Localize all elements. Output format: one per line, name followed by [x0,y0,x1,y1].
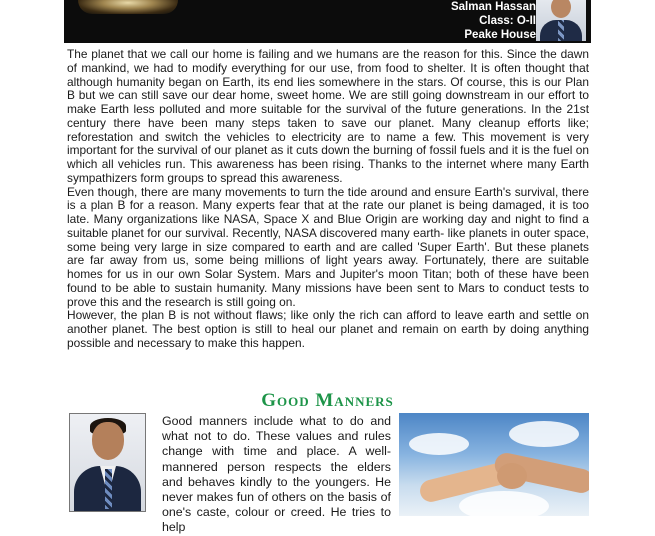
handshake-photo [399,413,589,516]
student-photo-head [92,422,124,460]
author-photo-tie [558,20,564,41]
article-paragraph-3: However, the plan B is not without flaws; like only the rich can afford to leave earth and settle on another planet. The best option is still to heal our planet and remain on earth by doing anything possible and necessary to make this happen. [67,308,589,350]
student-photo [69,413,146,512]
photo-cloud [459,491,549,516]
photo-cloud [509,421,579,447]
header-artwork [78,0,178,14]
manners-text [162,414,391,536]
article-paragraph-1: The planet that we call our home is failing and we humans are the reason for this. Since the dawn of mankind, we had to modify everything for our use, from food to shelter. It is often thought that although humanity began on Earth, its end lies somewhere in the stars. Of course, this is our Plan B but we can still save our dear home, sweet home. We are still going downstream in our effort to make Earth less polluted and more suitable for the survival of the future generations. In the 21st century there have been many steps taken to save our planet. Many cleanup efforts like; reforestation and switch the vehicles to electricity are to name a few. This movement is very important for the survival of our planet as it cuts down the burning of fossil fuels and it is the fuel on which all vehicles run. This awareness has been rising. Thanks to the internet where many Earth sympathizers form groups to spread this awareness. [67,47,589,185]
article-paragraph-2: Even though, there are many movements to turn the tide around and ensure Earth's survival, there is a plan B for a reason. Many experts fear that at the rate our planet is being damaged, it is too late. Many organizations like NASA, Space X and Blue Origin are working day and night to find a suitable planet for our survival. Recently, NASA discovered many earth- like planets in outer space, some being very large in size compared to earth and are called 'Super Earth'. But these planets are far away from us, some being millions of light years away. Fortunately, there are suitable homes for us in our own Solar System. Mars and Jupiter's moon Titan; both of these have been found to be able to sustain humanity. Many missions have been sent to Mars to conduct tests to prove this and the research is still going on. [67,184,589,309]
author-photo [536,0,586,41]
section-title: Good Manners [261,390,394,411]
photo-cloud [409,433,469,455]
student-photo-tie [105,469,112,509]
author-house: Peake House [464,29,536,41]
author-class: Class: O-II [479,15,536,27]
article-body [67,48,589,351]
author-block [451,0,536,42]
manners-paragraph: Good manners include what to do and what not to do. These values and rules change with time and place. A well-mannered person respects the elders and behaves kindly to the youngers. He never makes fun of others on the basis of one's caste, colour or creed. He tries to help [162,414,391,535]
author-photo-head [551,0,571,18]
photo-hand-clasp [497,463,527,489]
author-name: Salman Hassan [450,1,536,13]
